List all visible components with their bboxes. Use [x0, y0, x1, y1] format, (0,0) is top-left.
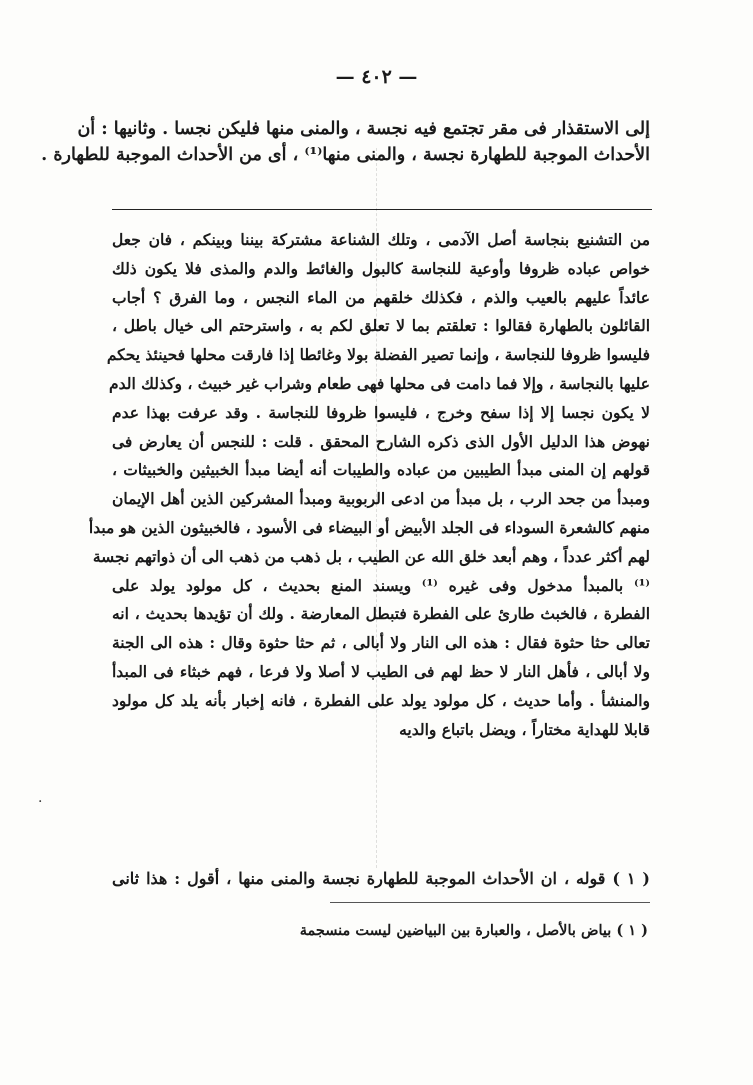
footnote-line: ( ١ ) قوله ، ان الأحداث الموجبة للطهارة نجسة والمنى منها ، أقول : هذا ثانى	[112, 869, 651, 888]
commentary-line: عليها بالنجاسة ، وإلا فما دامت فى محلها فهى طعام وشراب غير خبيث ، وكذلك الدم	[109, 373, 650, 393]
commentary-line: ⁽¹⁾ بالمبدأ مدخول وفى غيره ⁽¹⁾ ويسند المنع بحديث ، كل مولود يولد على	[112, 575, 650, 595]
commentary-line: خواص عباده ظروفا وأوعية للنجاسة كالبول والغائط والدم والمذى فلا يكون ذلك	[112, 258, 650, 278]
margin-mark: ·	[38, 794, 43, 810]
commentary-line: قولهم إن المنى مبدأ الطيبين من عباده والطيبات أنه أيضا مبدأ الخبيثين والخبيثات ،	[112, 460, 650, 480]
page-number: — ٤٠٢ —	[335, 66, 418, 88]
commentary-line: لا يكون نجسا إلا إذا سفح وخرج ، فليسوا ظروفا للنجاسة . وقد عرفت بهذا عدم	[112, 402, 650, 422]
commentary-line: فليسوا ظروفا للنجاسة ، وإنما تصير الفضلة بولا وغائطا إذا فارقت محلها فحينئذ يحكم	[106, 345, 650, 365]
commentary-line: تعالى حثا حثوة فقال : هذه الى النار ولا أبالى ، ثم حثا حثوة وقال : هذه الى الجنة	[112, 633, 650, 653]
editor-footnote: ( ١ ) بياض بالأصل ، والعبارة بين البياضين ليست منسجمة	[299, 922, 648, 939]
commentary-footnote	[112, 864, 650, 894]
commentary-text	[88, 226, 650, 744]
main-text	[41, 116, 650, 168]
commentary-line: القائلون بالطهارة فقالوا : تعلقتم بما لا تعلق لكم به ، واسترحتم الى خيال باطل ،	[112, 316, 650, 336]
commentary-line-last: قابلا للهداية مختاراً ، ويضل باتباع والديه	[399, 719, 650, 739]
scan-fold-line	[376, 148, 377, 868]
commentary-line: الفطرة ، فالخبث طارئ على الفطرة فتبطل المعارضة . ولك أن تؤيدها بحديث ، انه	[112, 604, 650, 624]
separator-rule	[112, 209, 652, 210]
commentary-line: نهوض هذا الدليل الأول الذى ذكره الشارح المحقق . قلت : للنجس أن يعارض فى	[112, 431, 650, 451]
main-text-line: إلى الاستقذار فى مقر تجتمع فيه نجسة ، والمنى منها فليكن نجسا . وثانيها : أن	[77, 119, 650, 139]
commentary-line: والمنشأ . وأما حديث ، كل مولود يولد على الفطرة ، فانه إخبار بأنه يلد كل مولود	[112, 690, 650, 710]
commentary-line: منهم كالشعرة السوداء فى الجلد الأبيض أو البيضاء فى الأسود ، فالخبيثون الذين هو مبدأ	[88, 517, 650, 537]
commentary-line: ولا أبالى ، فأهل النار لا حظ لهم فى الطيب لا أصلا ولا فرعا ، فهم خبثاء فى المبدأ	[112, 661, 650, 681]
commentary-line: عائداً عليهم بالعيب والذم ، فكذلك خلقهم من الماء النجس ، وما الفرق ؟ أجاب	[112, 287, 650, 307]
commentary-line: لهم أكثر عدداً ، وهم أبعد خلق الله عن الطيب ، بل ذهب من ذهب الى أن ذواتهم نجسة	[92, 546, 650, 566]
commentary-line: من التشنيع بنجاسة أصل الآدمى ، وتلك الشناعة مشتركة بيننا وبينكم ، فان جعل	[112, 230, 650, 249]
commentary-line: ومبدأ من جحد الرب ، بل مبدأ من ادعى الربوبية ومبدأ المشركين الذين أهل الإيمان	[112, 489, 650, 509]
main-text-line: الأحداث الموجبة للطهارة نجسة ، والمنى منها⁽¹⁾ ، أى من الأحداث الموجبة للطهارة .	[41, 145, 650, 165]
footnote-separator	[330, 902, 650, 903]
